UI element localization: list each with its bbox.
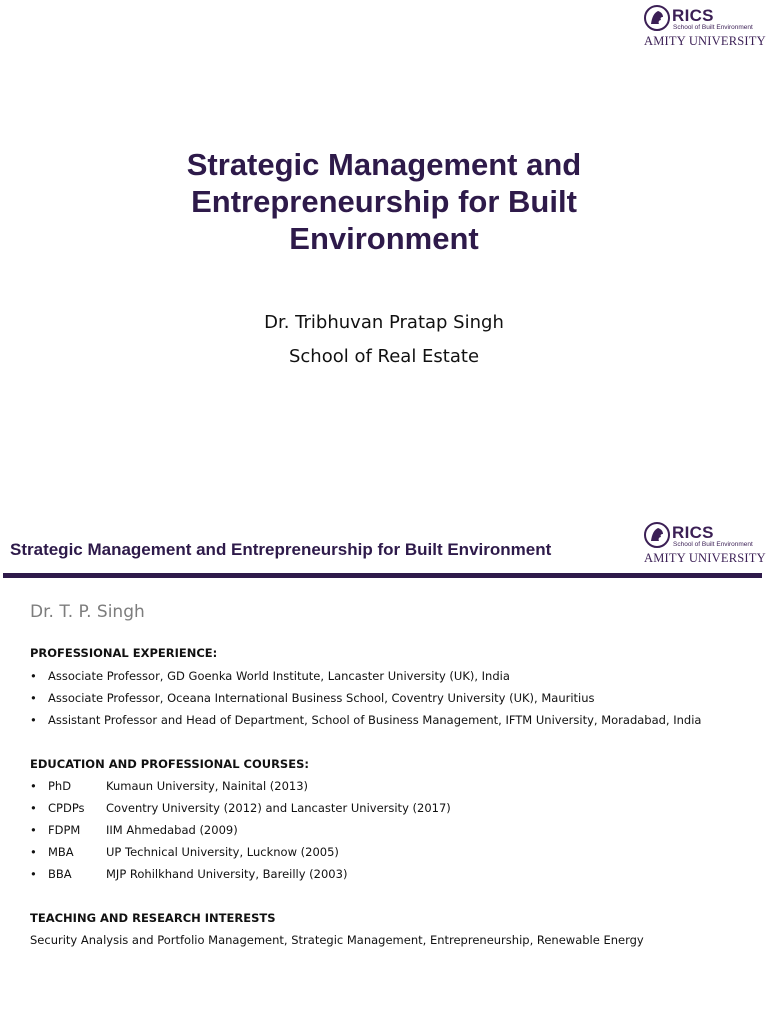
logo-school-text: School of Built Environment: [673, 24, 753, 31]
bullet-icon: •: [30, 801, 37, 815]
profile-slide: [0, 512, 768, 1024]
school-name: School of Real Estate: [288, 346, 480, 367]
slide-title-line: Environment: [289, 221, 479, 256]
experience-item: Associate Professor, Oceana International Business School, Coventry University (UK), Mauritius: [48, 691, 595, 705]
list-item: [30, 819, 451, 841]
logo-school-text: School of Built Environment: [673, 541, 753, 548]
degree-detail: Kumaun University, Nainital (2013): [106, 779, 309, 793]
logo-rics-text: RICS: [672, 6, 714, 25]
profile-name: Dr. T. P. Singh: [30, 602, 145, 622]
degree-label: PhD: [48, 779, 72, 793]
bullet-icon: •: [30, 713, 37, 727]
experience-list: [30, 665, 701, 731]
list-item: [30, 863, 451, 885]
author-name: Dr. Tribhuvan Pratap Singh: [264, 312, 504, 333]
lion-emblem-icon: [644, 5, 670, 31]
bullet-icon: •: [30, 669, 37, 683]
degree-detail: UP Technical University, Lucknow (2005): [106, 845, 339, 859]
experience-item: Associate Professor, GD Goenka World Institute, Lancaster University (UK), India: [48, 669, 510, 683]
degree-detail: IIM Ahmedabad (2009): [106, 823, 238, 837]
interests-heading: TEACHING AND RESEARCH INTERESTS: [30, 911, 276, 925]
slide-header: Strategic Management and Entrepreneurship for Built Environment: [10, 540, 552, 559]
experience-item: Assistant Professor and Head of Department, School of Business Management, IFTM University, Moradabad, India: [48, 713, 702, 727]
bullet-icon: •: [30, 779, 37, 793]
degree-detail: Coventry University (2012) and Lancaster University (2017): [106, 801, 451, 815]
bullet-icon: •: [30, 823, 37, 837]
rics-amity-logo: [644, 5, 766, 49]
list-item: [30, 687, 701, 709]
logo-rics-text: RICS: [672, 523, 714, 542]
logo-university-text: AMITY UNIVERSITY: [644, 34, 766, 48]
degree-detail: MJP Rohilkhand University, Bareilly (2003): [106, 867, 348, 881]
degree-label: CPDPs: [48, 801, 85, 815]
lion-emblem-icon: [644, 522, 670, 548]
logo-university-text: AMITY UNIVERSITY: [644, 551, 766, 565]
bullet-icon: •: [30, 867, 37, 881]
slide-title-line: Strategic Management and: [186, 147, 582, 182]
header-divider: [3, 573, 762, 578]
interests-text: Security Analysis and Portfolio Management, Strategic Management, Entrepreneurship, Renewable Energy: [30, 933, 644, 947]
education-heading: EDUCATION AND PROFESSIONAL COURSES:: [30, 757, 309, 771]
list-item: [30, 665, 701, 687]
slide-title-line: Entrepreneurship for Built: [191, 184, 577, 219]
list-item: [30, 841, 451, 863]
bullet-icon: •: [30, 845, 37, 859]
education-list: [30, 775, 451, 885]
degree-label: MBA: [48, 845, 74, 859]
slide-title: [84, 146, 684, 257]
degree-label: FDPM: [48, 823, 81, 837]
title-slide: [0, 0, 768, 500]
rics-amity-logo: [644, 522, 766, 566]
list-item: [30, 709, 701, 731]
experience-heading: PROFESSIONAL EXPERIENCE:: [30, 646, 218, 660]
list-item: [30, 775, 451, 797]
bullet-icon: •: [30, 691, 37, 705]
list-item: [30, 797, 451, 819]
degree-label: BBA: [48, 867, 72, 881]
